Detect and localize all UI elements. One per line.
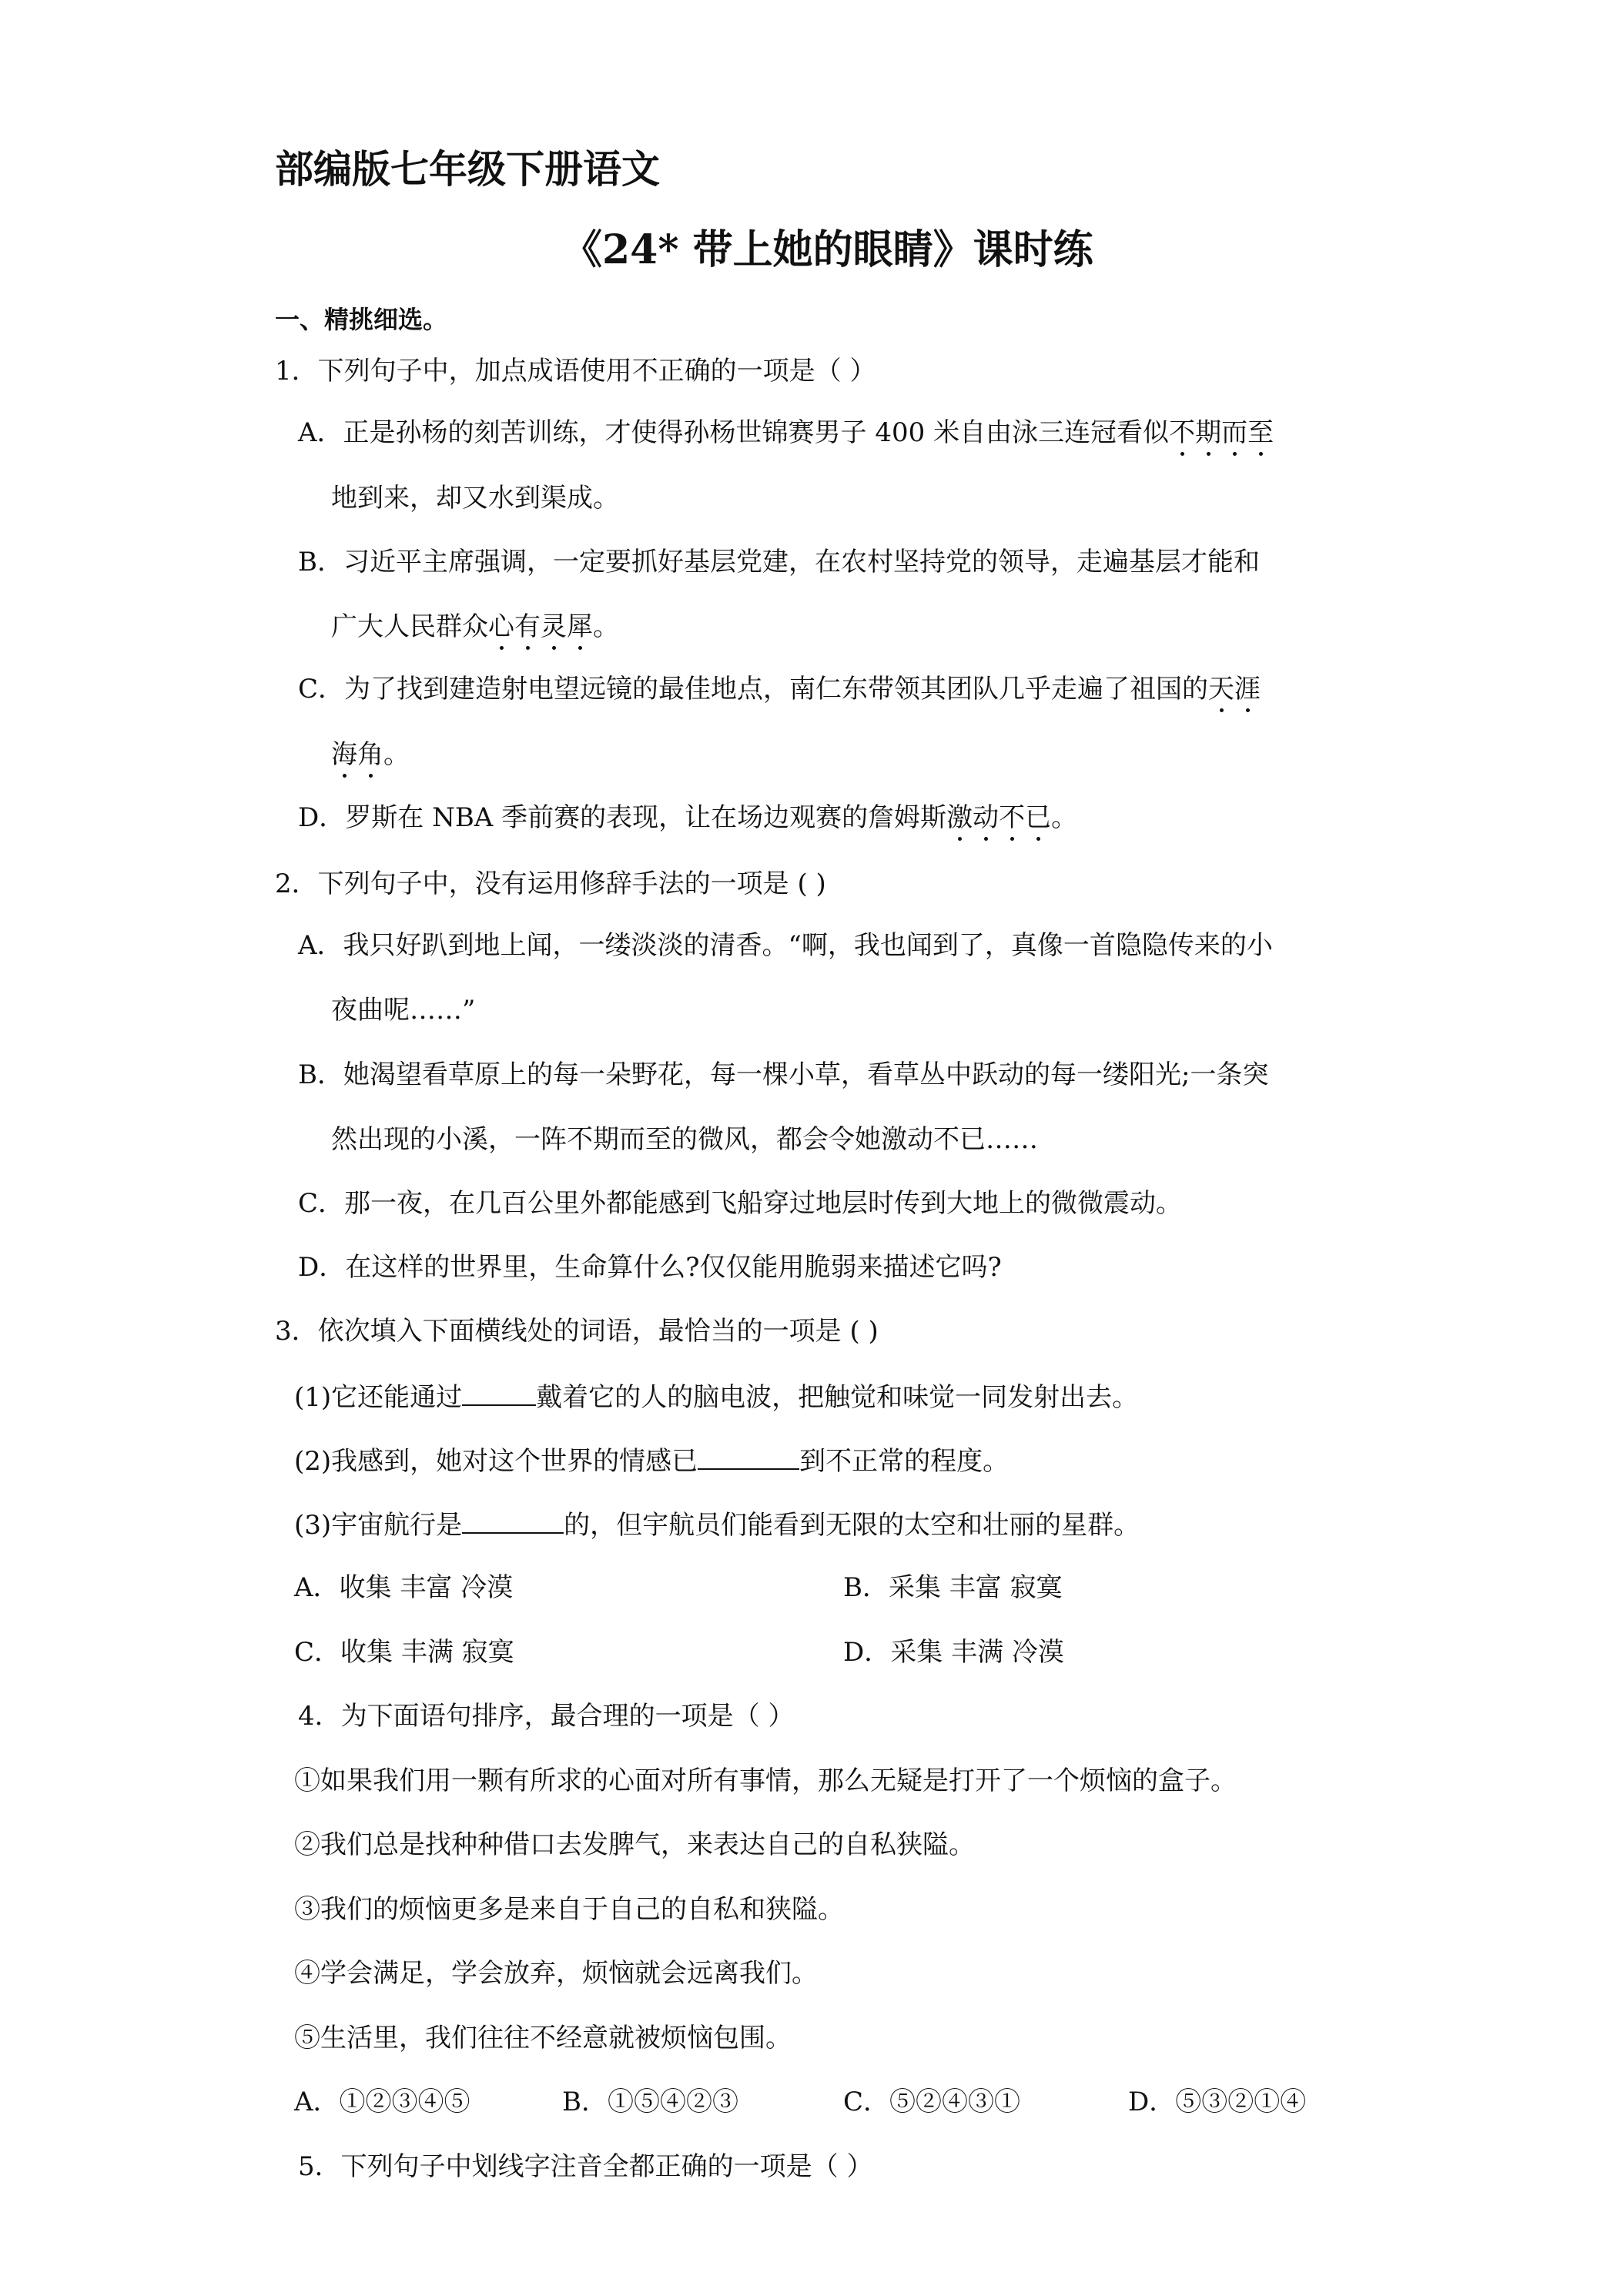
question-3-stem: 3．依次填入下面横线处的词语，最恰当的一项是 ( ): [275, 1316, 879, 1347]
question-2-option-b: B．她渴望看草原上的每一朵野花，每一棵小草，看草丛中跃动的每一缕阳光;一条突: [298, 1059, 1269, 1090]
question-4-sentence-4: ④学会满足，学会放弃，烦恼就会远离我们。: [294, 1958, 818, 1989]
question-4-sentence-3: ③我们的烦恼更多是来自于自己的自私和狭隘。: [294, 1894, 844, 1925]
dotted-idiom: 心有灵犀: [488, 611, 593, 642]
question-4-option-a: A．①②③④⑤: [294, 2087, 470, 2117]
question-1-option-b-cont: 广大人民群众心有灵犀。: [331, 611, 619, 642]
question-4-sentence-1: ①如果我们用一颗有所求的心面对所有事情，那么无疑是打开了一个烦恼的盒子。: [294, 1766, 1237, 1796]
dotted-idiom: 海角: [331, 739, 383, 770]
question-2-option-c: C．那一夜，在几百公里外都能感到飞船穿过地层时传到大地上的微微震动。: [298, 1188, 1183, 1219]
question-4-option-b: B．①⑤④②③: [562, 2087, 738, 2117]
question-3-option-d: D．采集 丰满 冷漠: [843, 1637, 1064, 1668]
subject-heading: 部编版七年级下册语文: [275, 146, 660, 192]
question-3-option-c: C．收集 丰满 寂寞: [294, 1637, 514, 1668]
question-1-option-c: C．为了找到建造射电望远镜的最佳地点，南仁东带领其团队几乎走遍了祖国的天涯: [298, 674, 1261, 705]
dotted-idiom: 激动不已: [946, 802, 1052, 833]
question-3-option-b: B．采集 丰富 寂寞: [843, 1572, 1063, 1603]
dotted-idiom: 天涯: [1208, 674, 1261, 705]
question-2-option-a-cont: 夜曲呢……”: [331, 995, 476, 1026]
answer-blank: [462, 1378, 536, 1406]
question-3-sentence-2: (2)我感到，她对这个世界的情感已 到不正常的程度。: [294, 1442, 1009, 1478]
question-2-option-b-cont: 然出现的小溪，一阵不期而至的微风，都会令她激动不已……: [331, 1124, 1038, 1155]
dotted-idiom: 不期而至: [1169, 417, 1274, 448]
question-5-stem: 5．下列句子中划线字注音全都正确的一项是（ ）: [298, 2151, 873, 2182]
question-2-stem: 2．下列句子中，没有运用修辞手法的一项是 ( ): [275, 869, 826, 899]
question-2-option-a: A．我只好趴到地上闻，一缕淡淡的清香。“啊，我也闻到了，真像一首隐隐传来的小: [298, 930, 1273, 961]
question-1-option-b: B．习近平主席强调，一定要抓好基层党建，在农村坚持党的领导，走遍基层才能和: [298, 547, 1260, 577]
question-1-option-c-cont: 海角。: [331, 739, 410, 770]
question-1-option-a: A．正是孙杨的刻苦训练，才使得孙杨世锦赛男子 400 米自由泳三连冠看似不期而至: [298, 417, 1274, 448]
answer-blank: [698, 1442, 799, 1470]
question-4-option-c: C．⑤②④③①: [843, 2087, 1021, 2117]
page-title: 《24* 带上她的眼睛》课时练: [562, 226, 1093, 273]
question-1-option-a-cont: 地到来，却又水到渠成。: [331, 483, 619, 514]
question-1-option-d: D．罗斯在 NBA 季前赛的表现，让在场边观赛的詹姆斯激动不已。: [298, 802, 1078, 833]
question-2-option-d: D．在这样的世界里，生命算什么?仅仅能用脆弱来描述它吗?: [298, 1252, 1002, 1283]
question-4-sentence-5: ⑤生活里，我们往往不经意就被烦恼包围。: [294, 2023, 792, 2053]
question-1-stem: 1．下列句子中，加点成语使用不正确的一项是（ ）: [275, 356, 876, 387]
question-4-option-d: D．⑤③②①④: [1128, 2087, 1307, 2117]
question-3-sentence-1: (1)它还能通过 戴着它的人的脑电波，把触觉和味觉一同发射出去。: [294, 1378, 1138, 1414]
question-3-sentence-3: (3)宇宙航行是 的，但宇航员们能看到无限的太空和壮丽的星群。: [294, 1506, 1140, 1542]
section-heading: 一、精挑细选。: [275, 305, 448, 334]
answer-blank: [462, 1506, 564, 1534]
question-4-sentence-2: ②我们总是找种种借口去发脾气，来表达自己的自私狭隘。: [294, 1829, 975, 1860]
question-3-option-a: A．收集 丰富 冷漠: [294, 1572, 514, 1603]
question-4-stem: 4．为下面语句排序，最合理的一项是（ ）: [298, 1701, 795, 1732]
